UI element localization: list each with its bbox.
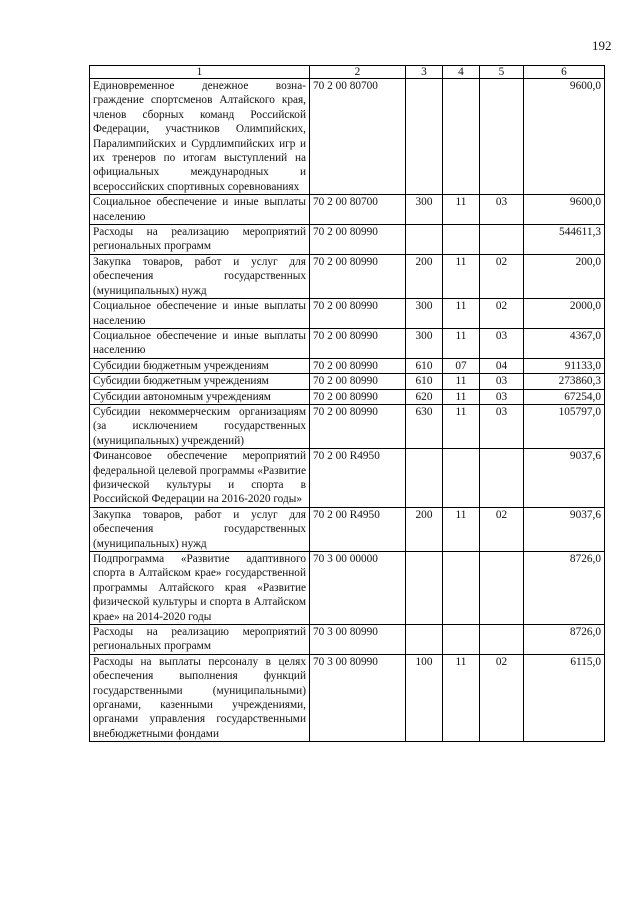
expense-type: 300 [406, 299, 443, 329]
table-row [90, 299, 605, 329]
amount: 200,0 [524, 254, 605, 298]
subsection-code: 03 [480, 404, 524, 448]
section-code: 11 [443, 654, 480, 741]
item-name: Финансовое обеспечение мероприятий федеральной целевой программы «Развитие физической культуры и спорта в Российской Федерации на 2016-2020 годы» [90, 449, 310, 508]
expense-type: 630 [406, 404, 443, 448]
target-code: 70 3 00 80990 [310, 654, 406, 741]
item-name: Социальное обеспечение и иные выплаты населению [90, 195, 310, 225]
amount: 9037,6 [524, 449, 605, 508]
item-name: Закупка товаров, работ и услуг для обеспечения государственных (муниципальных) нужд [90, 254, 310, 298]
amount: 4367,0 [524, 328, 605, 358]
amount: 9037,6 [524, 507, 605, 551]
col-header-5: 5 [480, 66, 524, 79]
target-code: 70 2 00 80990 [310, 404, 406, 448]
item-name: Закупка товаров, работ и услуг для обеспечения государственных (муниципальных) нужд [90, 507, 310, 551]
table-row [90, 195, 605, 225]
table-row [90, 225, 605, 255]
expense-type [406, 79, 443, 195]
target-code: 70 2 00 80700 [310, 195, 406, 225]
section-code: 11 [443, 254, 480, 298]
item-name: Подпрограмма «Развитие адаптивного спорта в Алтайском крае» государственной программы Алтайского края «Развитие физической культуры и спорта в Алтайском крае» на 2014-2020 годы [90, 552, 310, 625]
subsection-code [480, 225, 524, 255]
budget-table [89, 65, 605, 742]
expense-type: 200 [406, 507, 443, 551]
target-code: 70 2 00 80990 [310, 389, 406, 404]
section-code: 11 [443, 374, 480, 389]
section-code [443, 449, 480, 508]
subsection-code: 03 [480, 195, 524, 225]
table-row [90, 328, 605, 358]
table-row [90, 79, 605, 195]
subsection-code: 02 [480, 254, 524, 298]
expense-type [406, 225, 443, 255]
section-code: 11 [443, 299, 480, 329]
item-name: Субсидии бюджетным учреждениям [90, 374, 310, 389]
header-row [90, 66, 605, 79]
section-code: 11 [443, 404, 480, 448]
section-code [443, 552, 480, 625]
expense-type: 610 [406, 374, 443, 389]
table-row [90, 389, 605, 404]
amount: 544611,3 [524, 225, 605, 255]
section-code: 11 [443, 328, 480, 358]
target-code: 70 2 00 80700 [310, 79, 406, 195]
col-header-1: 1 [90, 66, 310, 79]
section-code: 07 [443, 358, 480, 373]
table-row [90, 625, 605, 655]
expense-type: 610 [406, 358, 443, 373]
item-name: Социальное обеспечение и иные выплаты населению [90, 328, 310, 358]
col-header-6: 6 [524, 66, 605, 79]
table-row [90, 374, 605, 389]
expense-type: 100 [406, 654, 443, 741]
item-name: Расходы на выплаты персоналу в целях обеспечения выполнения функций государственными (муниципальными) органами, казенными учреждениями, органами управления государственными внебюджетными фондами [90, 654, 310, 741]
col-header-4: 4 [443, 66, 480, 79]
subsection-code: 03 [480, 389, 524, 404]
subsection-code: 03 [480, 374, 524, 389]
table-row [90, 507, 605, 551]
target-code: 70 2 00 80990 [310, 225, 406, 255]
amount: 8726,0 [524, 552, 605, 625]
expense-type: 620 [406, 389, 443, 404]
section-code [443, 79, 480, 195]
section-code: 11 [443, 389, 480, 404]
item-name: Субсидии бюджетным учреждениям [90, 358, 310, 373]
expense-type [406, 449, 443, 508]
amount: 9600,0 [524, 79, 605, 195]
amount: 273860,3 [524, 374, 605, 389]
amount: 67254,0 [524, 389, 605, 404]
target-code: 70 2 00 80990 [310, 299, 406, 329]
target-code: 70 3 00 80990 [310, 625, 406, 655]
subsection-code [480, 625, 524, 655]
table-row [90, 449, 605, 508]
expense-type: 200 [406, 254, 443, 298]
col-header-2: 2 [310, 66, 406, 79]
table-row [90, 404, 605, 448]
target-code: 70 2 00 80990 [310, 254, 406, 298]
item-name: Социальное обеспечение и иные выплаты населению [90, 299, 310, 329]
item-name: Расходы на реализацию мероприятий региональных программ [90, 625, 310, 655]
target-code: 70 2 00 R4950 [310, 449, 406, 508]
section-code [443, 225, 480, 255]
section-code: 11 [443, 507, 480, 551]
table-row [90, 358, 605, 373]
subsection-code [480, 552, 524, 625]
target-code: 70 3 00 00000 [310, 552, 406, 625]
table-row [90, 552, 605, 625]
amount: 105797,0 [524, 404, 605, 448]
expense-type: 300 [406, 328, 443, 358]
section-code: 11 [443, 195, 480, 225]
amount: 9600,0 [524, 195, 605, 225]
page-number: 192 [592, 38, 612, 53]
subsection-code: 02 [480, 507, 524, 551]
item-name: Субсидии автономным учреждениям [90, 389, 310, 404]
subsection-code: 02 [480, 654, 524, 741]
subsection-code: 04 [480, 358, 524, 373]
subsection-code: 03 [480, 328, 524, 358]
target-code: 70 2 00 80990 [310, 328, 406, 358]
col-header-3: 3 [406, 66, 443, 79]
target-code: 70 2 00 R4950 [310, 507, 406, 551]
expense-type [406, 625, 443, 655]
target-code: 70 2 00 80990 [310, 358, 406, 373]
item-name: Субсидии некоммерческим организациям (за исключением государственных (муниципальных) учреждений) [90, 404, 310, 448]
subsection-code [480, 79, 524, 195]
expense-type [406, 552, 443, 625]
subsection-code [480, 449, 524, 508]
amount: 8726,0 [524, 625, 605, 655]
amount: 6115,0 [524, 654, 605, 741]
amount: 2000,0 [524, 299, 605, 329]
amount: 91133,0 [524, 358, 605, 373]
target-code: 70 2 00 80990 [310, 374, 406, 389]
section-code [443, 625, 480, 655]
item-name: Единовременное денежное возна-граждение спортсменов Алтайского края, членов сборных команд Российской Федерации, участников Олимпийских, Паралимпийских и Сурдлимпийских игр и их тренеров по итогам выступлений на официальных международных и всероссийских спортивных соревнованиях [90, 79, 310, 195]
table-row [90, 254, 605, 298]
item-name: Расходы на реализацию мероприятий региональных программ [90, 225, 310, 255]
expense-type: 300 [406, 195, 443, 225]
subsection-code: 02 [480, 299, 524, 329]
table-row [90, 654, 605, 741]
